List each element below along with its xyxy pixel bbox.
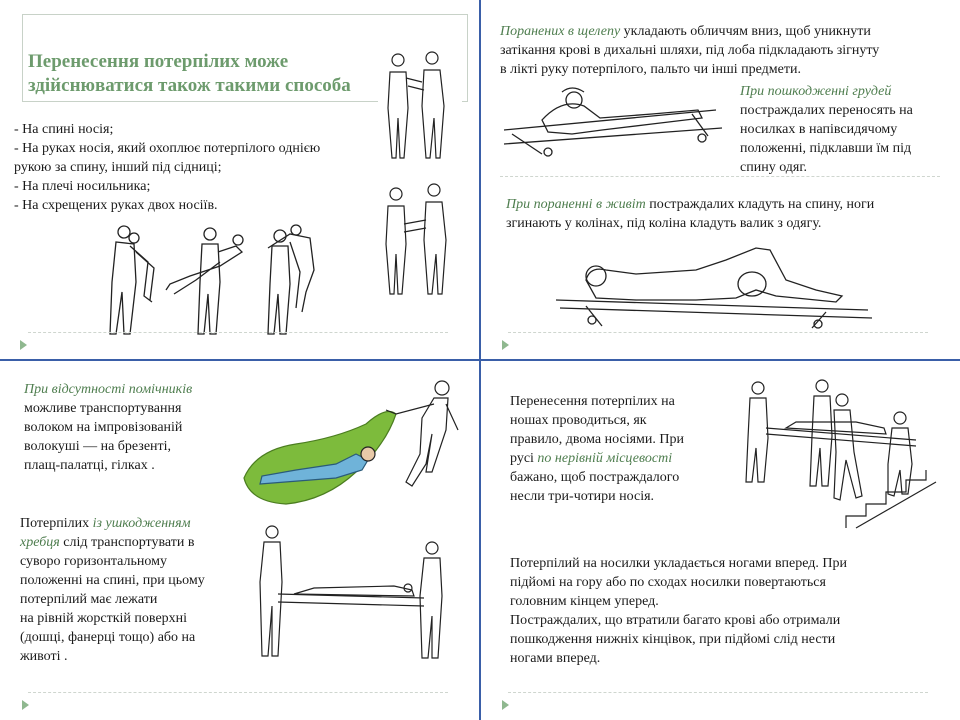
supine-knees-bent-illustration [556,240,876,332]
belly-line: згинають у колінах, під коліна кладуть валик з одягу. [506,216,822,231]
drag-line: волокуші — на брезенті, [24,439,172,454]
chest-highlight: При пошкодженні грудей [740,84,892,99]
terrain-highlight: по нерівній місцевості [537,451,673,466]
carry-line: несли три-чотири носія. [510,489,655,504]
belly-injury-text [506,195,874,233]
spine-line: животі . [20,649,68,664]
drag-line: волоком на імпровізованій [24,420,183,435]
carry-line: ношах проводиться, як [510,413,647,428]
footer-divider [508,692,928,693]
title-line-1: Перенесення потерпілих може [28,51,289,72]
slide-title [28,50,351,98]
carry-prefix: русі [510,451,538,466]
list-item: - На руках носія, який охоплює потерпілого однією [14,141,321,156]
spine-line: на рівній жорсткій поверхні [20,611,188,626]
chest-line: положенні, підклавши їм під [740,141,912,156]
spine-highlight: хребця [20,535,60,550]
jaw-text: укладають обличчям вниз, щоб уникнути [620,24,871,39]
spine-prefix: Потерпілих [20,516,93,531]
list-item: - На схрещених руках двох носіїв. [14,198,218,213]
list-item: - На спині носія; [14,122,114,137]
footer-divider [508,332,928,333]
drag-highlight: При відсутності помічників [24,382,193,397]
chest-injury-text [740,82,913,177]
jaw-highlight: Поранених в щелепу [500,24,621,39]
spine-line: (дошці, фанерці тощо) або на [20,630,196,645]
drag-tarp-illustration [236,374,462,510]
footer-divider [28,332,448,333]
carry-line: Перенесення потерпілих на [510,394,675,409]
four-bearers-stairs-illustration [736,378,938,528]
belly-text: постраждалих кладуть на спину, ноги [645,197,875,212]
slide-arrow-icon [502,700,509,710]
slide-injury-positions [480,0,960,360]
rule-line: підйомі на гору або по сходах носилки повертаються [510,575,826,590]
chest-line: носилках в напівсидячому [740,122,898,137]
rule-line: ногами вперед. [510,651,601,666]
horizontal-divider [0,359,960,361]
spine-line: суворо горизонтальному [20,554,167,569]
carry-methods-list [14,120,320,215]
rule-line: головним кінцем уперед. [510,594,659,609]
title-line-2: здійснюватися також такими способа [28,75,351,96]
slide-drag-and-spine [0,360,480,720]
board-stretcher-illustration [254,524,454,662]
stretcher-rules-text [510,554,847,668]
rule-line: пошкодження нижніх кінцівок, при підйомі слід нести [510,632,836,647]
carry-line: бажано, щоб постраждалого [510,470,680,485]
list-item: - На плечі носильника; [14,179,151,194]
spine-line: положенні на спині, при цьому [20,573,205,588]
chest-line: спину одяг. [740,160,808,175]
drag-text [24,380,192,475]
spine-text-rest: слід транспортувати в [59,535,195,550]
chest-line: постраждалих переносять на [740,103,913,118]
rule-line: Постраждалих, що втратили багато крові або отримали [510,613,841,628]
slide-arrow-icon [22,700,29,710]
footer-divider [28,692,448,693]
section-divider [500,176,940,177]
drag-line: можливе транспортування [24,401,182,416]
spine-text [20,514,205,666]
spine-line: потерпілий має лежати [20,592,158,607]
spine-highlight: із ушкодженням [92,516,191,531]
slide-arrow-icon [20,340,27,350]
rule-line: Потерпілий на носилки укладається ногами вперед. При [510,556,848,571]
slide-carry-methods [0,0,480,360]
jaw-line: затікання крові в дихальні шляхи, під лоба підкладають зігнуту [500,43,880,58]
prone-stretcher-illustration [502,84,724,162]
carry-methods-illustration [100,222,320,340]
jaw-injury-text [500,22,879,79]
belly-highlight: При пораненні в живіт [506,197,646,212]
slide-stretcher-rules [480,360,960,720]
drag-line: плащ-палатці, гілках . [24,458,155,473]
carry-text [510,392,684,506]
jaw-line: в лікті руку потерпілого, пальто чи інші предмети. [500,62,801,77]
slide-arrow-icon [502,340,509,350]
two-bearers-illustration [380,48,460,298]
carry-line: правило, двома носіями. При [510,432,684,447]
list-item: рукою за спину, інший під сідниці; [14,160,222,175]
